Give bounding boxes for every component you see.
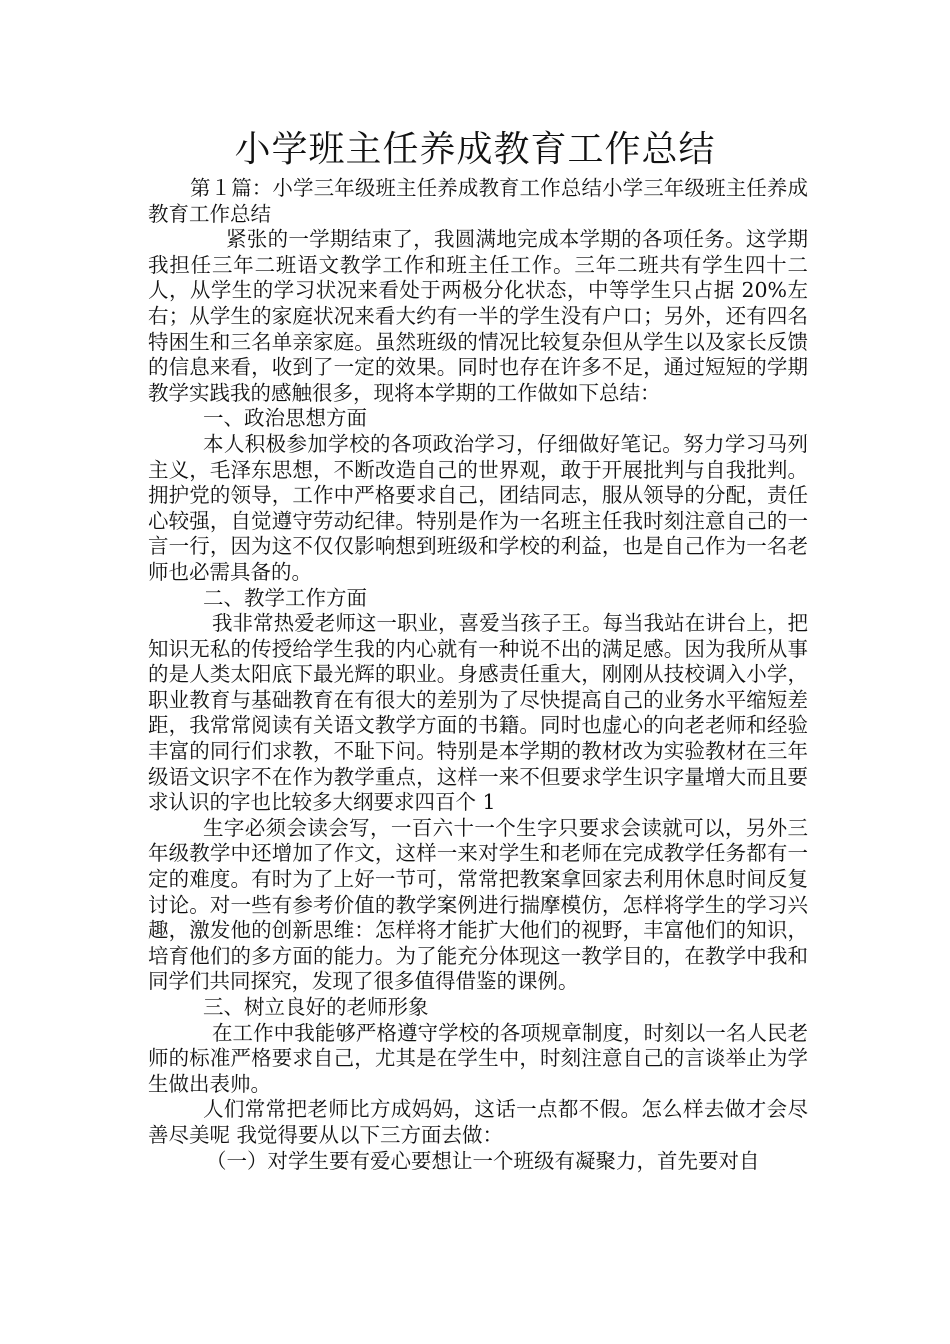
document-body	[148, 176, 808, 1174]
body-paragraph: 紧张的一学期结束了，我圆满地完成本学期的各项任务。这学期我担任三年二班语文教学工作和班主任工作。三年二班共有学生四十二人，从学生的学习状况来看处于两极分化状态，中等学生只占据 20%左右；从学生的家庭状况来看大约有一半的学生没有户口；另外，还有四名特困生和三名单亲家庭。虽然班级的情况比较复杂但从学生以及家长反馈的信息来看，收到了一定的效果。同时也存在许多不足，通过短短的学期教学实践我的感触很多，现将本学期的工作做如下总结：	[148, 227, 808, 405]
document-title: 小学班主任养成教育工作总结	[234, 129, 716, 170]
body-paragraph: 本人积极参加学校的各项政治学习，仔细做好笔记。努力学习马列主义，毛泽东思想，不断改造自己的世界观，敢于开展批判与自我批判。拥护党的领导，工作中严格要求自己，团结同志，服从领导的分配，责任心较强，自觉遵守劳动纪律。特别是作为一名班主任我时刻注意自己的一言一行，因为这不仅仅影响想到班级和学校的利益，也是自己作为一名老师也必需具备的。	[148, 431, 808, 584]
body-paragraph: 我非常热爱老师这一职业，喜爱当孩子王。每当我站在讲台上，把知识无私的传授给学生我的内心就有一种说不出的满足感。因为我所从事的是人类太阳底下最光辉的职业。身感责任重大，刚刚从技校调入小学，职业教育与基础教育在有很大的差别为了尽快提高自己的业务水平缩短差距，我常常阅读有关语文教学方面的书籍。同时也虚心的向老老师和经验丰富的同行们求教，不耻下问。特别是本学期的教材改为实验教材在三年级语文识字不在作为教学重点，这样一来不但要求学生识字量增大而且要求认识的字也比较多大纲要求四百个 1	[148, 611, 808, 815]
document-subtitle: 第１篇：小学三年级班主任养成教育工作总结小学三年级班主任养成教育工作总结	[148, 176, 808, 226]
body-paragraph: 人们常常把老师比方成妈妈，这话一点都不假。怎么样去做才会尽善尽美呢 我觉得要从以下三方面去做：	[148, 1097, 808, 1147]
body-paragraph: 生字必须会读会写，一百六十一个生字只要求会读就可以，另外三年级教学中还增加了作文，这样一来对学生和老师在完成教学任务都有一定的难度。有时为了上好一节可，常常把教案拿回家去利用休息时间反复讨论。对一些有参考价值的教学案例进行揣摩模仿，怎样将学生的学习兴趣，激发他的创新思维：怎样将才能扩大他们的视野，丰富他们的知识，培育他们的多方面的能力。为了能充分体现这一教学目的，在教学中我和同学们共同探究，发现了很多值得借鉴的课例。	[148, 815, 808, 994]
section-heading: 二、教学工作方面	[203, 585, 367, 610]
section-heading: 一、政治思想方面	[203, 406, 367, 431]
body-paragraph: （一）对学生要有爱心要想让一个班级有凝聚力，首先要对自	[206, 1148, 760, 1173]
body-paragraph: 在工作中我能够严格遵守学校的各项规章制度，时刻以一名人民老师的标准严格要求自己，尤其是在学生中，时刻注意自己的言谈举止为学生做出表帅。	[148, 1020, 808, 1096]
section-heading: 三、树立良好的老师形象	[203, 995, 429, 1019]
